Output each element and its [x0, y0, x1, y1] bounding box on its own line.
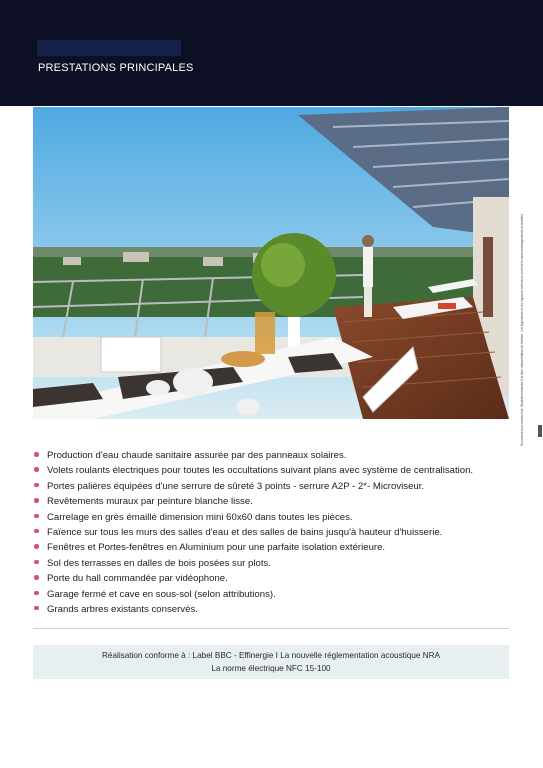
bullet-icon [34, 483, 39, 488]
section-divider [33, 628, 509, 629]
list-item [33, 588, 473, 603]
page-title: PRESTATIONS PRINCIPALES [38, 62, 194, 74]
bullet-icon [34, 514, 39, 519]
features-list [33, 449, 473, 618]
feature-text: Sol des terrasses en dalles de bois posées sur plots. [47, 557, 271, 569]
feature-text: Garage fermé et cave en sous-sol (selon attributions). [47, 588, 276, 600]
compliance-box [33, 645, 509, 679]
bullet-icon [34, 498, 39, 503]
list-item [33, 526, 473, 541]
list-item [33, 511, 473, 526]
list-item [33, 464, 473, 479]
feature-text: Carrelage en grès émaillé dimension mini 60x60 dans toutes les pièces. [47, 511, 353, 523]
side-margin-mark [538, 425, 542, 437]
feature-text: Fenêtres et Portes-fenêtres en Aluminium pour une parfaite isolation extérieure. [47, 542, 386, 554]
terrace-rendering-image [33, 107, 509, 419]
compliance-line-1: Réalisation conforme à : Label BBC - Effinergie I La nouvelle réglementation acoustique NRA [101, 651, 440, 660]
bullet-icon [34, 544, 39, 549]
list-item [33, 480, 473, 495]
bullet-icon [34, 591, 39, 596]
list-item [33, 449, 473, 464]
bullet-icon [34, 529, 39, 534]
list-item [33, 557, 473, 572]
list-item [33, 541, 473, 556]
bullet-icon [34, 452, 39, 457]
terrace-photo [33, 107, 509, 419]
bullet-icon [34, 467, 39, 472]
bullet-icon [34, 575, 39, 580]
feature-text: Grands arbres existants conservés. [47, 603, 198, 615]
bullet-icon [34, 560, 39, 565]
feature-text: Porte du hall commandée par vidéophone. [47, 573, 228, 585]
feature-text: Volets roulants électriques pour toutes les occultations suivant plans avec système de centralisation. [47, 465, 474, 477]
list-item [33, 603, 473, 618]
list-item [33, 495, 473, 510]
list-item [33, 572, 473, 587]
feature-text: Production d'eau chaude sanitaire assurée par des panneaux solaires. [47, 450, 347, 461]
compliance-line-2: La norme électrique NFC 15-100 [211, 664, 331, 673]
bullet-icon [34, 606, 39, 611]
feature-text: Portes palières équipées d'une serrure de sûreté 3 points - serrure A2P - 2*- Microviseur. [47, 480, 425, 492]
header-accent-bar [37, 40, 181, 56]
feature-text: Revêtements muraux par peinture blanche lisse. [47, 496, 253, 508]
legal-side-note: Document non contractuel. Illustration laissée à la libre interprétation de l'artiste. Les logements et les espaces extérieurs sont livrés sans aménagements ni mobilier. [520, 213, 524, 446]
header-band [0, 0, 543, 106]
feature-text: Faïence sur tous les murs des salles d'eau et des salles de bains jusqu'à hauteur d'huisserie. [47, 526, 443, 538]
